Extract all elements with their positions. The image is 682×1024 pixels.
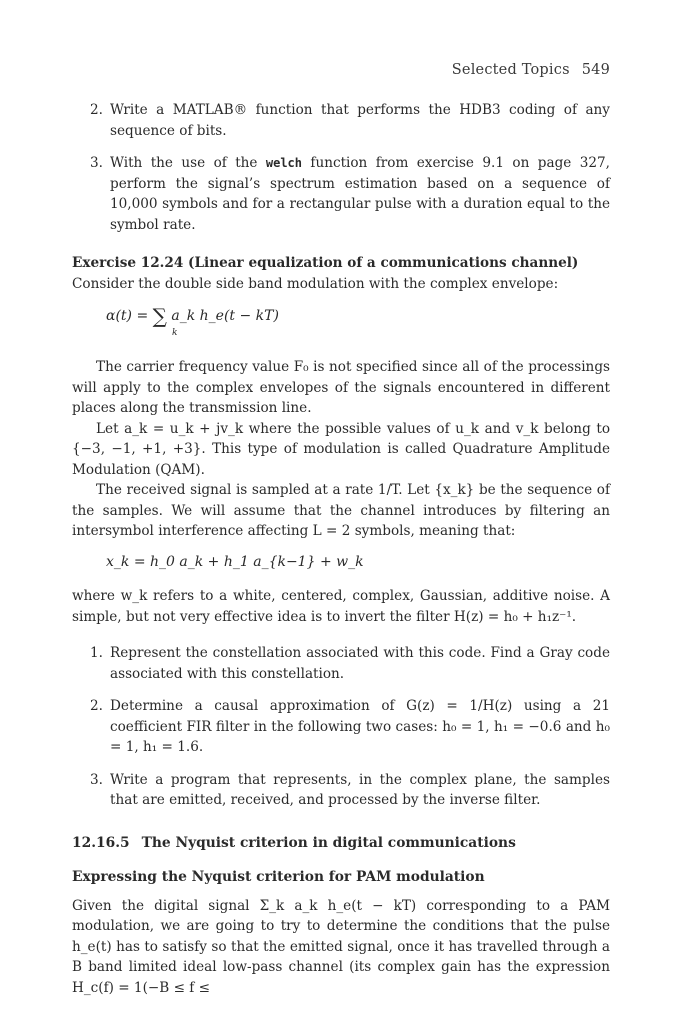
paragraph-sampling: The received signal is sampled at a rate 1/T. Let {x_k} be the sequence of the samples. We will assume that the channel introduces by filtering an intersymbol interference affecting L = 2 symbols, meaning that: <box>72 482 610 539</box>
page-body <box>72 100 610 998</box>
list-item <box>72 696 610 758</box>
equation-samples: x_k = h_0 a_k + h_1 a_{k−1} + w_k <box>106 553 364 570</box>
list-item <box>72 100 610 141</box>
paragraph-nyquist: Given the digital signal Σ_k a_k h_e(t − kT) corresponding to a PAM modulation, we are going to try to determine the conditions that the pulse h_e(t) has to satisfy so that the emitted signal, once it has travelled through a B band limited ideal low-pass channel (its complex gain has the expression H_c(f) = 1(−B ≤ f ≤ <box>72 897 610 996</box>
list-text-pre: With the use of the <box>110 155 266 171</box>
list-item <box>72 153 610 235</box>
section-number: 12.16.5 <box>72 834 130 851</box>
exercise-list-top <box>72 100 610 235</box>
equation-complex-envelope <box>72 306 610 343</box>
sum-index: k <box>172 327 178 338</box>
list-number: 3. <box>90 771 103 788</box>
exercise-list-questions <box>72 643 610 811</box>
list-text-post: function from exercise 9.1 on page 327, perform the signal’s spectrum estimation based on a sequence of 10,000 symbols and for a rectangular pulse with a duration equal to the symbol rate. <box>110 155 610 233</box>
list-number: 2. <box>90 698 103 714</box>
subsection-heading: Expressing the Nyquist criterion for PAM modulation <box>72 869 485 885</box>
paragraph-qam: Let a_k = u_k + jv_k where the possible values of u_k and v_k belong to {−3, −1, +1, +3}. This type of modulation is called Quadrature Amplitude Modulation (QAM). <box>72 420 610 478</box>
list-text: Write a program that represents, in the complex plane, the samples that are emitted, received, and processed by the inverse filter. <box>110 771 610 808</box>
exercise-title: Exercise 12.24 (Linear equalization of a communications channel) <box>72 255 579 271</box>
running-header <box>452 62 610 78</box>
section-heading <box>72 833 610 854</box>
list-item <box>72 643 610 684</box>
exercise-intro: Consider the double side band modulation with the complex envelope: <box>72 275 559 292</box>
section-title: The Nyquist criterion in digital communications <box>141 834 516 851</box>
list-text: Determine a causal approximation of G(z) = 1/H(z) using a 21 coefficient FIR filter in the following two cases: h₀ = 1, h₁ = −0.6 and h₀ = 1, h₁ = 1.6. <box>110 698 610 755</box>
eq1-lhs: α(t) = <box>106 308 149 324</box>
paragraph-carrier: The carrier frequency value F₀ is not specified since all of the processings will apply to the complex envelopes of the signals encountered in different places along the transmission line. <box>72 359 610 416</box>
page-number: 549 <box>581 62 610 78</box>
list-number: 1. <box>90 645 103 661</box>
list-number: 2. <box>90 102 103 118</box>
sum-symbol: ∑ <box>152 304 167 328</box>
list-number: 3. <box>90 155 103 171</box>
list-text: Write a MATLAB® function that performs the HDB3 coding of any sequence of bits. <box>110 102 610 139</box>
code-welch: welch <box>265 156 302 170</box>
eq1-rhs: a_k h_e(t − kT) <box>171 308 279 324</box>
paragraph-noise: where w_k refers to a white, centered, complex, Gaussian, additive noise. A simple, but not very effective idea is to invert the filter H(z) = h₀ + h₁z⁻¹. <box>72 588 610 625</box>
running-title: Selected Topics <box>451 62 570 78</box>
list-text: Represent the constellation associated with this code. Find a Gray code associated with this constellation. <box>110 645 610 682</box>
list-item <box>72 770 610 811</box>
